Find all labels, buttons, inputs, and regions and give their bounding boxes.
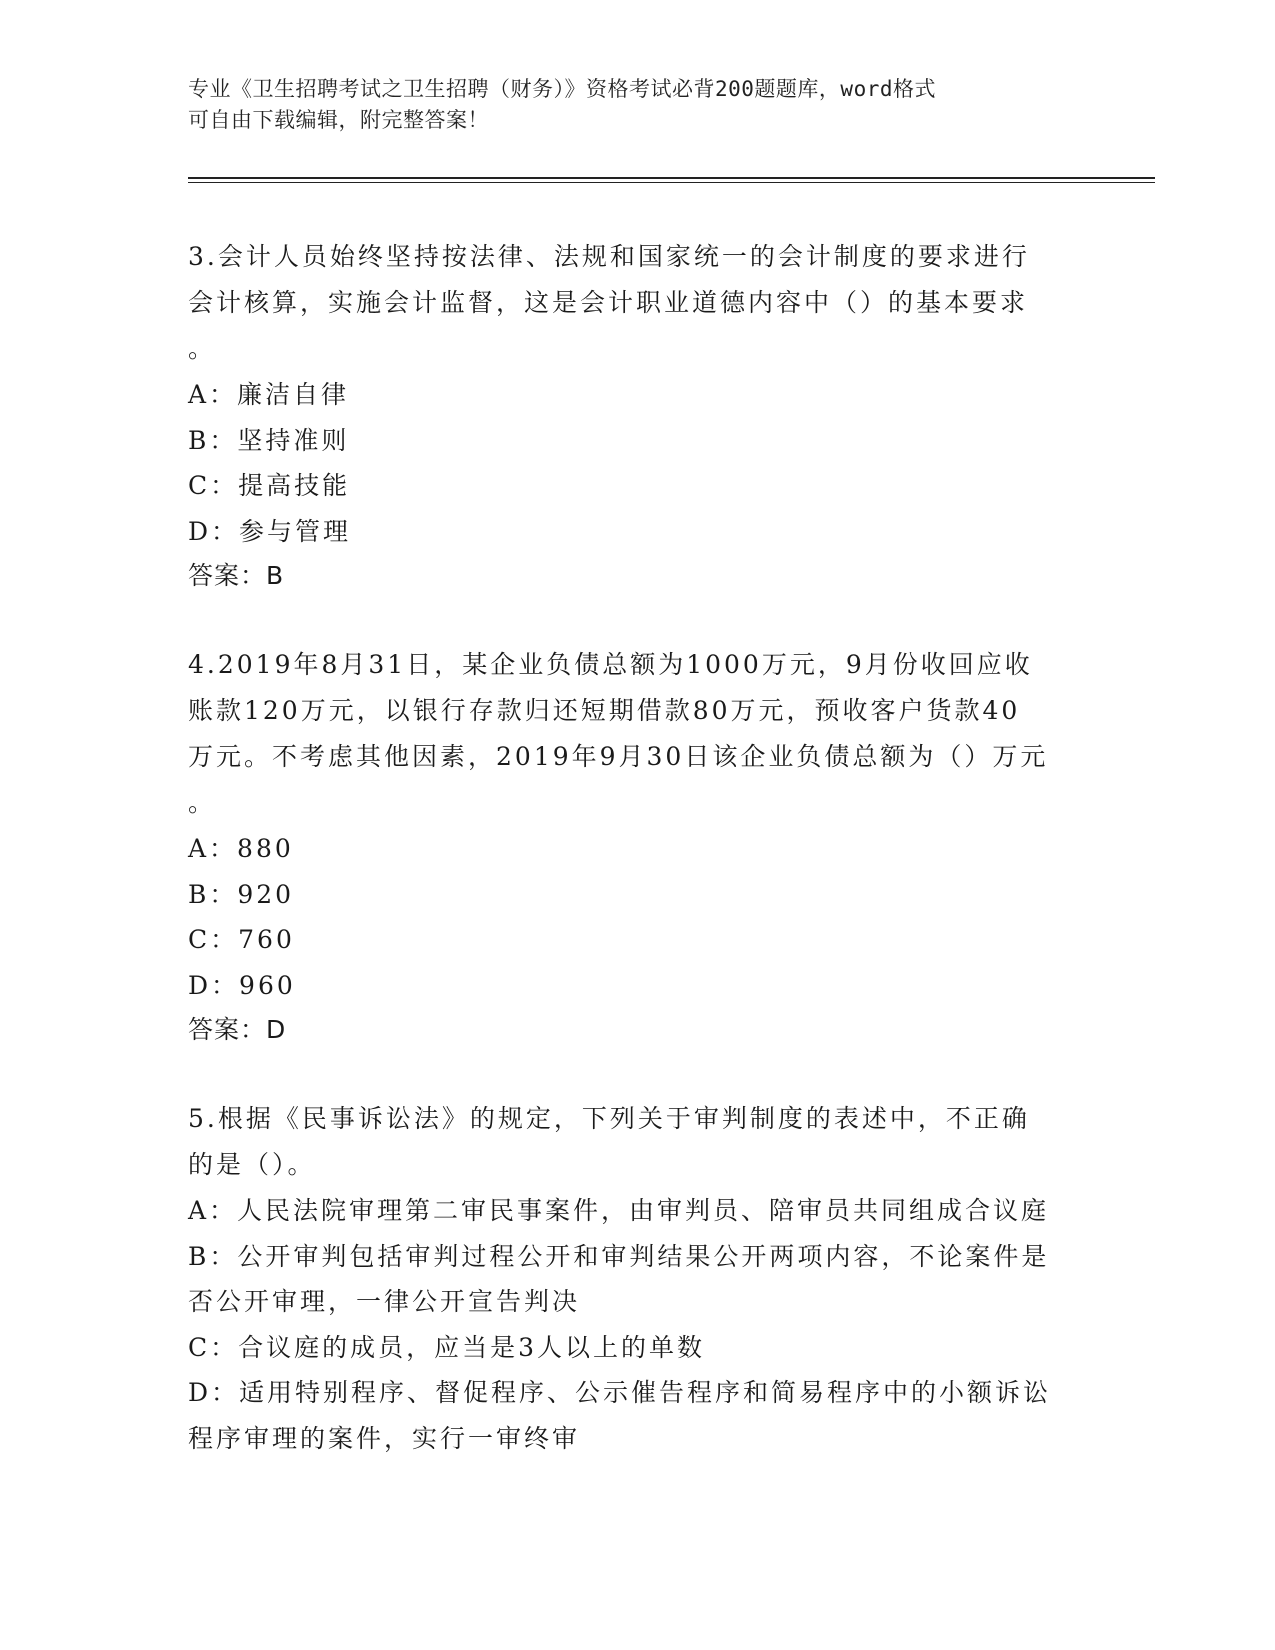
question-4-option-d: D：960 bbox=[188, 970, 296, 1000]
question-4-option-a: A：880 bbox=[188, 834, 294, 863]
question-4-line-1: 4.2019年8月31日，某企业负债总额为1000万元，9月份收回应收 bbox=[188, 650, 1033, 679]
header-line-1: 专业《卫生招聘考试之卫生招聘（财务）》资格考试必背200题题库，word格式 bbox=[188, 77, 936, 101]
question-4 bbox=[188, 642, 1088, 1052]
question-5-line-1: 5.根据《民事诉讼法》的规定，下列关于审判制度的表述中，不正确 bbox=[188, 1104, 1030, 1133]
question-3 bbox=[188, 234, 1088, 598]
question-4-line-4: 。 bbox=[188, 788, 217, 817]
header-divider-thick bbox=[188, 177, 1155, 179]
question-3-option-b: B：坚持准则 bbox=[188, 425, 350, 455]
question-5-option-d-line-2: 程序审理的案件，实行一审终审 bbox=[188, 1423, 581, 1453]
question-3-option-d: D：参与管理 bbox=[188, 516, 352, 546]
question-4-line-3: 万元。不考虑其他因素，2019年9月30日该企业负债总额为（）万元 bbox=[188, 742, 1049, 771]
question-5-option-d-line-1: D：适用特别程序、督促程序、公示催告程序和简易程序中的小额诉讼 bbox=[188, 1378, 1052, 1407]
question-5-option-b-line-1: B：公开审判包括审判过程公开和审判结果公开两项内容，不论案件是 bbox=[188, 1241, 1050, 1271]
question-4-line-2: 账款120万元，以银行存款归还短期借款80万元，预收客户货款40 bbox=[188, 696, 1021, 725]
question-3-option-a: A：廉洁自律 bbox=[188, 380, 350, 409]
header-divider-thin bbox=[188, 182, 1155, 183]
question-5 bbox=[188, 1096, 1088, 1461]
question-5-line-2: 的是（）。 bbox=[188, 1150, 316, 1179]
question-3-line-3: 。 bbox=[188, 334, 217, 363]
question-4-option-c: C：760 bbox=[188, 925, 295, 954]
question-4-option-b: B：920 bbox=[188, 879, 295, 909]
question-list bbox=[188, 234, 1088, 1461]
document-header bbox=[188, 74, 1088, 136]
question-5-option-c: C：合议庭的成员，应当是3人以上的单数 bbox=[188, 1332, 706, 1362]
question-3-answer: 答案：B bbox=[188, 561, 285, 590]
question-3-line-1: 3.会计人员始终坚持按法律、法规和国家统一的会计制度的要求进行 bbox=[188, 242, 1030, 271]
question-3-line-2: 会计核算，实施会计监督，这是会计职业道德内容中（）的基本要求 bbox=[188, 288, 1029, 317]
header-line-2: 可自由下载编辑，附完整答案！ bbox=[188, 108, 489, 132]
question-5-option-a: A：人民法院审理第二审民事案件，由审判员、陪审员共同组成合议庭 bbox=[188, 1196, 1050, 1225]
question-3-option-c: C：提高技能 bbox=[188, 471, 351, 500]
question-5-option-b-line-2: 否公开审理，一律公开宣告判决 bbox=[188, 1287, 581, 1316]
question-4-answer: 答案：D bbox=[188, 1015, 287, 1044]
